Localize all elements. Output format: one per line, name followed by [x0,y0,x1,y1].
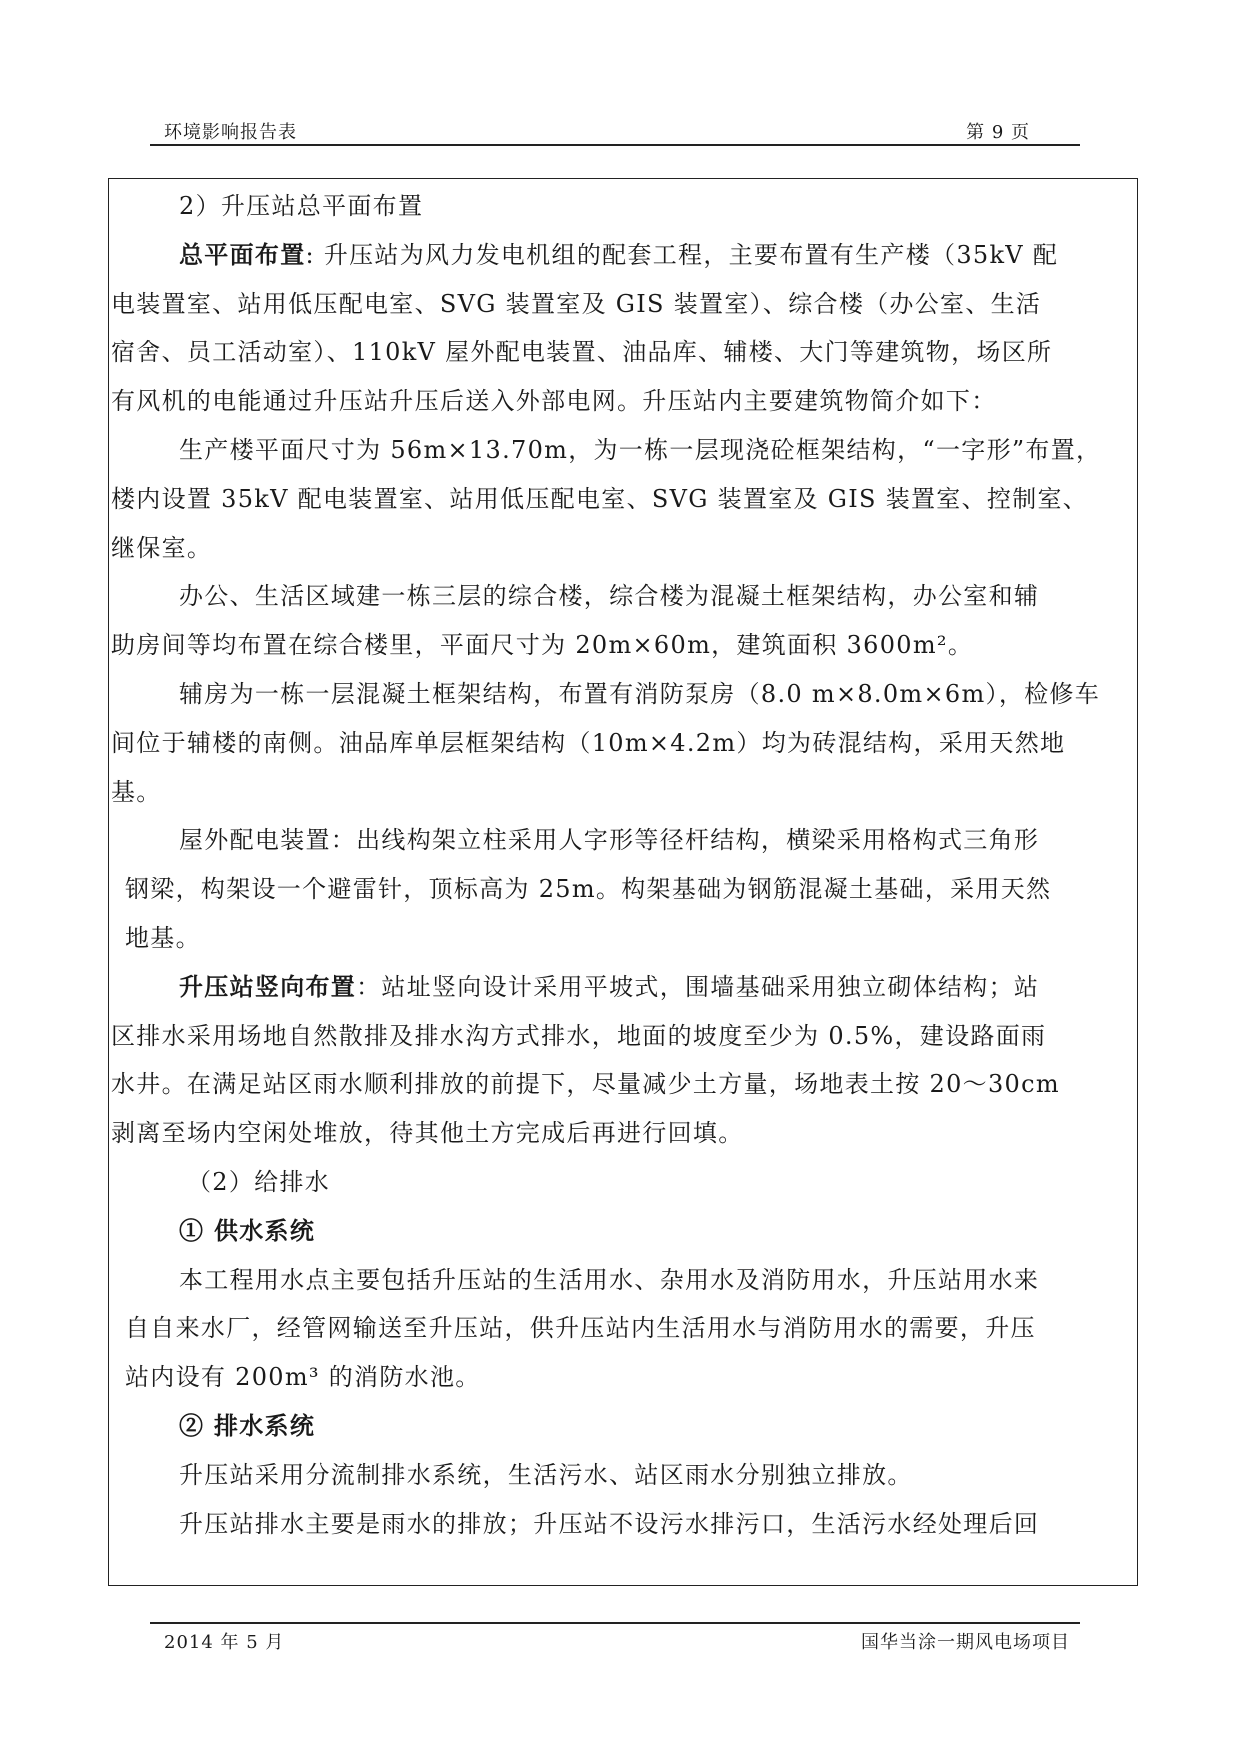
paragraph-line: 升压站排水主要是雨水的排放；升压站不设污水排污口，生活污水经处理后回 [179,1509,1040,1538]
paragraph-line: 基。 [111,777,162,806]
paragraph-line: 站内设有 200m³ 的消防水池。 [125,1363,481,1392]
paragraph-line: 辅房为一栋一层混凝土框架结构，布置有消防泵房（8.0 m×8.0m×6m），检修车 [179,679,1101,708]
body-text [111,182,1131,1548]
paragraph-line: 生产楼平面尺寸为 56m×13.70m，为一栋一层现浇砼框架结构，“一字形”布置， [179,435,1102,464]
paragraph-line: 办公、生活区域建一栋三层的综合楼，综合楼为混凝土框架结构，办公室和辅 [179,582,1040,611]
paragraph-line: 水井。在满足站区雨水顺利排放的前提下，尽量减少土方量，场地表土按 20～30cm [111,1070,1060,1099]
bold-heading: 总平面布置 [179,239,306,269]
paragraph-line: 楼内设置 35kV 配电装置室、站用低压配电室、SVG 装置室及 GIS 装置室、控制室、 [111,484,1089,513]
footer-rule [150,1622,1080,1624]
paragraph-text: : 升压站为风力发电机组的配套工程，主要布置有生产楼（35kV 配 [305,240,1059,269]
paragraph-line: 本工程用水点主要包括升压站的生活用水、杂用水及消防用水，升压站用水来 [179,1265,1040,1294]
header-rule [150,144,1080,146]
paragraph-line: 自自来水厂，经管网输送至升压站，供升压站内生活用水与消防用水的需要，升压 [125,1314,1036,1343]
paragraph-line [111,963,1131,1012]
paragraph-line: 2）升压站总平面布置 [179,192,424,220]
subsection-heading-text: ① 供水系统 [179,1215,316,1245]
paragraph-line: 有风机的电能通过升压站升压后送入外部电网。升压站内主要建筑物简介如下： [111,387,997,416]
subsection-heading [111,1207,1131,1256]
subsection-heading [111,1402,1131,1451]
bold-heading: 升压站竖向布置 [179,971,357,1001]
paragraph-line: 屋外配电装置：出线构架立柱采用人字形等径杆结构，横梁采用格构式三角形 [179,826,1040,855]
footer-project: 国华当涂一期风电场项目 [861,1632,1070,1653]
paragraph-line: 钢梁，构架设一个避雷针，顶标高为 25m。构架基础为钢筋混凝土基础，采用天然 [125,875,1052,904]
section-heading: （2）给排水 [187,1167,331,1196]
paragraph-line [111,231,1131,280]
document-title: 环境影响报告表 [164,122,297,143]
paragraph-line: 继保室。 [111,533,213,562]
paragraph-line: 剥离至场内空闲处堆放，待其他土方完成后再进行回填。 [111,1119,744,1148]
paragraph-line: 地基。 [125,923,201,952]
paragraph-line: 区排水采用场地自然散排及排水沟方式排水，地面的坡度至少为 0.5%，建设路面雨 [111,1021,1047,1050]
paragraph-text: ：站址竖向设计采用平坡式，围墙基础采用独立砌体结构；站 [356,972,1040,1001]
subsection-heading-text: ② 排水系统 [179,1410,316,1440]
page-number: 第 9 页 [966,122,1030,143]
paragraph-line: 升压站采用分流制排水系统，生活污水、站区雨水分别独立排放。 [179,1460,913,1489]
paragraph-line: 电装置室、站用低压配电室、SVG 装置室及 GIS 装置室）、综合楼（办公室、生活 [111,289,1042,318]
paragraph-line: 间位于辅楼的南侧。油品库单层框架结构（10m×4.2m）均为砖混结构，采用天然地 [111,728,1066,757]
paragraph-line: 助房间等均布置在综合楼里，平面尺寸为 20m×60m，建筑面积 3600m²。 [111,631,974,660]
footer-date: 2014 年 5 月 [164,1632,285,1653]
paragraph-line: 宿舍、员工活动室）、110kV 屋外配电装置、油品库、辅楼、大门等建筑物，场区所 [111,338,1053,367]
